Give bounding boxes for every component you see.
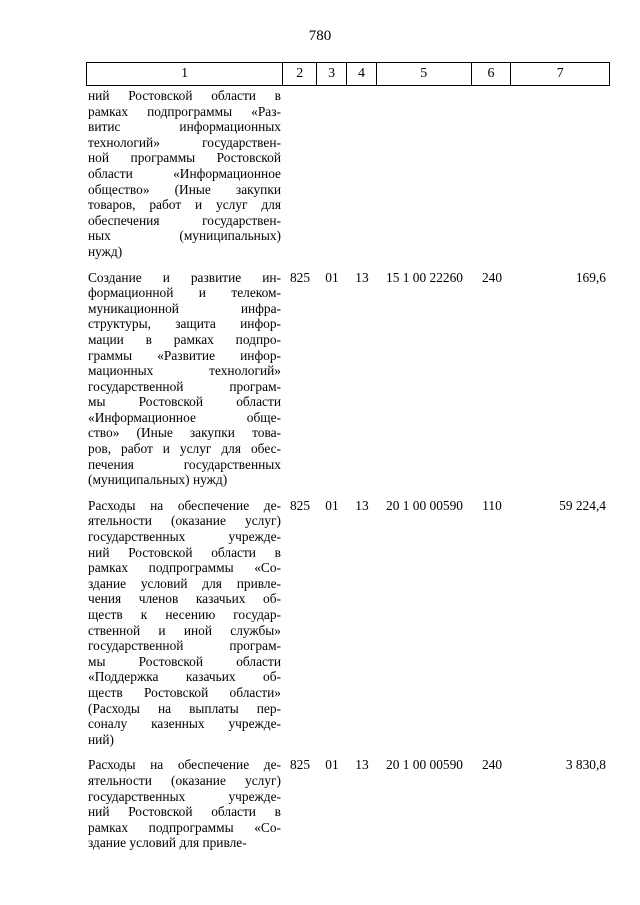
- description-line: «Поддержка казачьих об-: [88, 669, 281, 685]
- description-line: обеспечения государствен-: [88, 212, 281, 228]
- description-line: общество» (Иные закупки: [88, 181, 281, 197]
- table-row: [86, 757, 610, 851]
- description-cell: [86, 757, 283, 851]
- subsection-code-cell: 13: [355, 269, 369, 285]
- description-line: мационных технологий»: [88, 363, 281, 379]
- column-header-5: 5: [377, 63, 472, 85]
- description-line: здание условий для привле-: [88, 835, 247, 851]
- description-line: области «Информационное: [88, 165, 281, 181]
- description-line: Создание и развитие ин-: [88, 269, 281, 285]
- description-line: ществ Ростовской области»: [88, 684, 281, 700]
- description-line: нужд): [88, 243, 123, 259]
- column-header-1: 1: [87, 63, 283, 85]
- description-line: ственной и иной службы»: [88, 622, 281, 638]
- description-cell: [86, 88, 283, 260]
- description-line: мации в рамках подпро-: [88, 331, 281, 347]
- description-line: (муниципальных) нужд): [88, 472, 228, 488]
- amount-cell: 169,6: [575, 269, 606, 285]
- section-code-cell: 01: [325, 497, 339, 513]
- table-row: [86, 498, 610, 748]
- department-code-cell: 825: [289, 269, 311, 285]
- department-code-cell: 825: [289, 497, 311, 513]
- expense-type-cell: 110: [482, 497, 502, 513]
- description-line: витис информационных: [88, 119, 281, 135]
- description-line: ний Ростовской области в: [88, 88, 281, 103]
- section-code-cell: [317, 88, 347, 260]
- description-line: ний): [88, 731, 114, 747]
- page-number: 780: [308, 28, 332, 44]
- description-line: чения членов казачьих об-: [88, 591, 281, 607]
- column-header-3: 3: [317, 63, 347, 85]
- description-line: ществ к несению государ-: [88, 607, 281, 622]
- description-line: печения государственных: [88, 456, 281, 472]
- subsection-code-cell: 13: [355, 497, 369, 513]
- description-line: государственной програм-: [88, 378, 281, 394]
- target-article-cell: 20 1 00 00590: [386, 757, 463, 773]
- description-line: ятельности (оказание услуг): [88, 513, 281, 529]
- description-line: структуры, защита инфор-: [88, 316, 281, 332]
- description-line: ров, работ и услуг для обес-: [88, 441, 281, 457]
- description-line: Расходы на обеспечение де-: [88, 757, 281, 773]
- target-article-cell: [377, 88, 472, 260]
- table-header-row: [86, 62, 610, 86]
- description-line: мы Ростовской области: [88, 653, 281, 669]
- target-article-cell: 20 1 00 00590: [386, 497, 463, 513]
- description-line: ной программы Ростовской: [88, 150, 281, 166]
- description-line: соналу казенных учрежде-: [88, 716, 281, 732]
- column-header-4: 4: [347, 63, 377, 85]
- table-body: [86, 88, 610, 851]
- description-line: ятельности (оказание услуг): [88, 772, 281, 788]
- description-line: технологий» государствен-: [88, 134, 281, 150]
- subsection-code-cell: 13: [355, 757, 369, 773]
- table-row: [86, 88, 610, 260]
- section-code-cell: 01: [325, 757, 339, 773]
- description-line: ний Ростовской области в: [88, 544, 281, 560]
- description-line: муникационной инфра-: [88, 300, 281, 316]
- description-line: Расходы на обеспечение де-: [88, 497, 281, 513]
- expense-type-cell: 240: [481, 269, 503, 285]
- table-row: [86, 270, 610, 488]
- description-cell: [86, 498, 283, 748]
- description-line: рамках подпрограммы «Со-: [88, 560, 281, 576]
- amount-cell: 59 224,4: [559, 497, 606, 513]
- column-header-6: 6: [472, 63, 512, 85]
- expense-type-cell: [472, 88, 512, 260]
- budget-table: [86, 62, 610, 851]
- department-code-cell: [283, 88, 317, 260]
- subsection-code-cell: [347, 88, 377, 260]
- description-line: здание условий для привле-: [88, 575, 281, 591]
- description-line: товаров, работ и услуг для: [88, 197, 281, 213]
- description-line: ний Ростовской области в: [88, 804, 281, 820]
- expense-type-cell: 240: [481, 757, 503, 773]
- description-cell: [86, 270, 283, 488]
- description-line: ных (муниципальных): [88, 228, 281, 244]
- description-line: «Информационное обще-: [88, 409, 281, 425]
- description-line: ство» (Иные закупки това-: [88, 425, 281, 441]
- column-header-7: 7: [556, 66, 564, 81]
- description-line: государственных учрежде-: [88, 529, 281, 545]
- target-article-cell: 15 1 00 22260: [386, 269, 463, 285]
- description-line: мы Ростовской области: [88, 394, 281, 410]
- description-line: государственных учрежде-: [88, 788, 281, 804]
- description-line: рамках подпрограммы «Раз-: [88, 103, 281, 119]
- description-line: рамках подпрограммы «Со-: [88, 819, 281, 835]
- description-line: (Расходы на выплаты пер-: [88, 700, 281, 716]
- section-code-cell: 01: [325, 269, 339, 285]
- description-line: государственной програм-: [88, 638, 281, 654]
- description-line: формационной и телеком-: [88, 285, 281, 301]
- amount-cell: [512, 88, 610, 260]
- description-line: граммы «Развитие инфор-: [88, 347, 281, 363]
- column-header-2: 2: [283, 63, 317, 85]
- department-code-cell: 825: [289, 757, 311, 773]
- amount-cell: 3 830,8: [565, 757, 606, 773]
